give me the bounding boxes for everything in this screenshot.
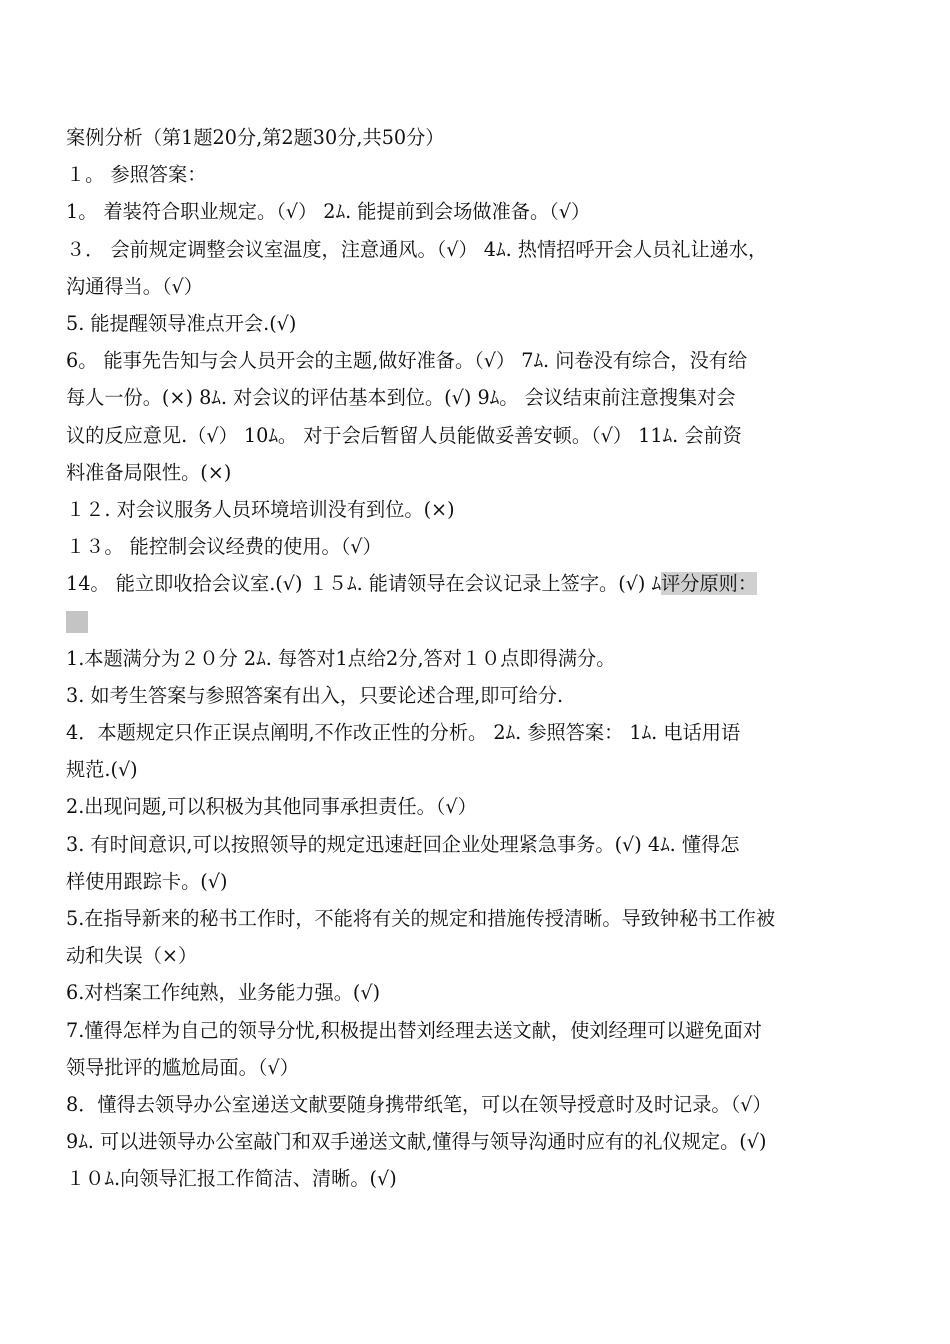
text-line: １３。 能控制会议经费的使用。（√）	[66, 535, 382, 559]
text-line: 1.本题满分为２０分 2ﾑ. 每答对1点给2分,答对１０点即得满分。	[66, 646, 616, 670]
highlighted-heading: 评分原则：	[661, 572, 758, 596]
text-line: 议的反应意见.（√） 10ﾑ。 对于会后暂留人员能做妥善安顿。（√） 11ﾑ. 会前资	[66, 423, 742, 447]
text-line: 沟通得当。（√）	[66, 274, 203, 298]
text-line: １０ﾑ.向领导汇报工作简洁、清晰。(√)	[66, 1167, 397, 1191]
text-line: 领导批评的尴尬局面。（√）	[66, 1055, 299, 1079]
text-line: 规范.(√)	[66, 758, 138, 782]
text-line: 动和失误（×）	[66, 944, 198, 968]
text-segment: 14。 能立即收拾会议室.(√) １５ﾑ. 能请领导在会议记录上签字。(√) ﾑ	[66, 572, 662, 596]
text-line: １２. 对会议服务人员环境培训没有到位。(×)	[66, 497, 455, 521]
text-line: 5. 能提醒领导准点开会.(√)	[66, 311, 297, 335]
text-line: 7.懂得怎样为自己的领导分忧,积极提出替刘经理去送文献，使刘经理可以避免面对	[66, 1018, 762, 1042]
text-line: 4．本题规定只作正误点阐明,不作改正性的分析。 2ﾑ. 参照答案： 1ﾑ. 电话用语	[66, 721, 741, 744]
text-line: 样使用跟踪卡。(√)	[66, 869, 228, 893]
gray-block	[66, 611, 88, 633]
text-line: 2.出现问题,可以积极为其他同事承担责任。（√）	[66, 795, 477, 819]
answer-text	[66, 119, 932, 1197]
text-line: １。 参照答案：	[66, 163, 207, 187]
text-line: ３． 会前规定调整会议室温度，注意通风。（√） 4ﾑ. 热情招呼开会人员礼让递水，	[66, 237, 768, 261]
text-line: 1。 着装符合职业规定。（√） 2ﾑ. 能提前到会场做准备。（√）	[66, 200, 591, 224]
gray-block-line	[66, 602, 932, 639]
text-line: 3. 有时间意识,可以按照领导的规定迅速赶回企业处理紧急事务。(√) 4ﾑ. 懂得怎	[66, 832, 740, 856]
text-line: 3. 如考生答案与参照答案有出入，只要论述合理,即可给分.	[66, 683, 564, 707]
text-line: 6。 能事先告知与会人员开会的主题,做好准备。（√） 7ﾑ. 问卷没有综合，没有给	[66, 349, 748, 373]
section-title: 案例分析（第1题20分,第2题30分,共50分）	[66, 126, 445, 149]
text-line: 6.对档案工作纯熟，业务能力强。(√)	[66, 981, 381, 1005]
text-line: 9ﾑ. 可以进领导办公室敲门和双手递送文献,懂得与领导沟通时应有的礼仪规定。(√)	[66, 1130, 767, 1154]
text-line-with-highlight	[66, 565, 932, 602]
text-line: 8．懂得去领导办公室递送文献要随身携带纸笔，可以在领导授意时及时记录。（√）	[66, 1092, 772, 1116]
text-line: 每人一份。(×) 8ﾑ. 对会议的评估基本到位。(√) 9ﾑ。 会议结束前注意搜集对会	[66, 386, 736, 410]
text-line: 5.在指导新来的秘书工作时，不能将有关的规定和措施传授清晰。导致钟秘书工作被	[66, 906, 776, 930]
text-line: 料准备局限性。(×)	[66, 460, 232, 484]
